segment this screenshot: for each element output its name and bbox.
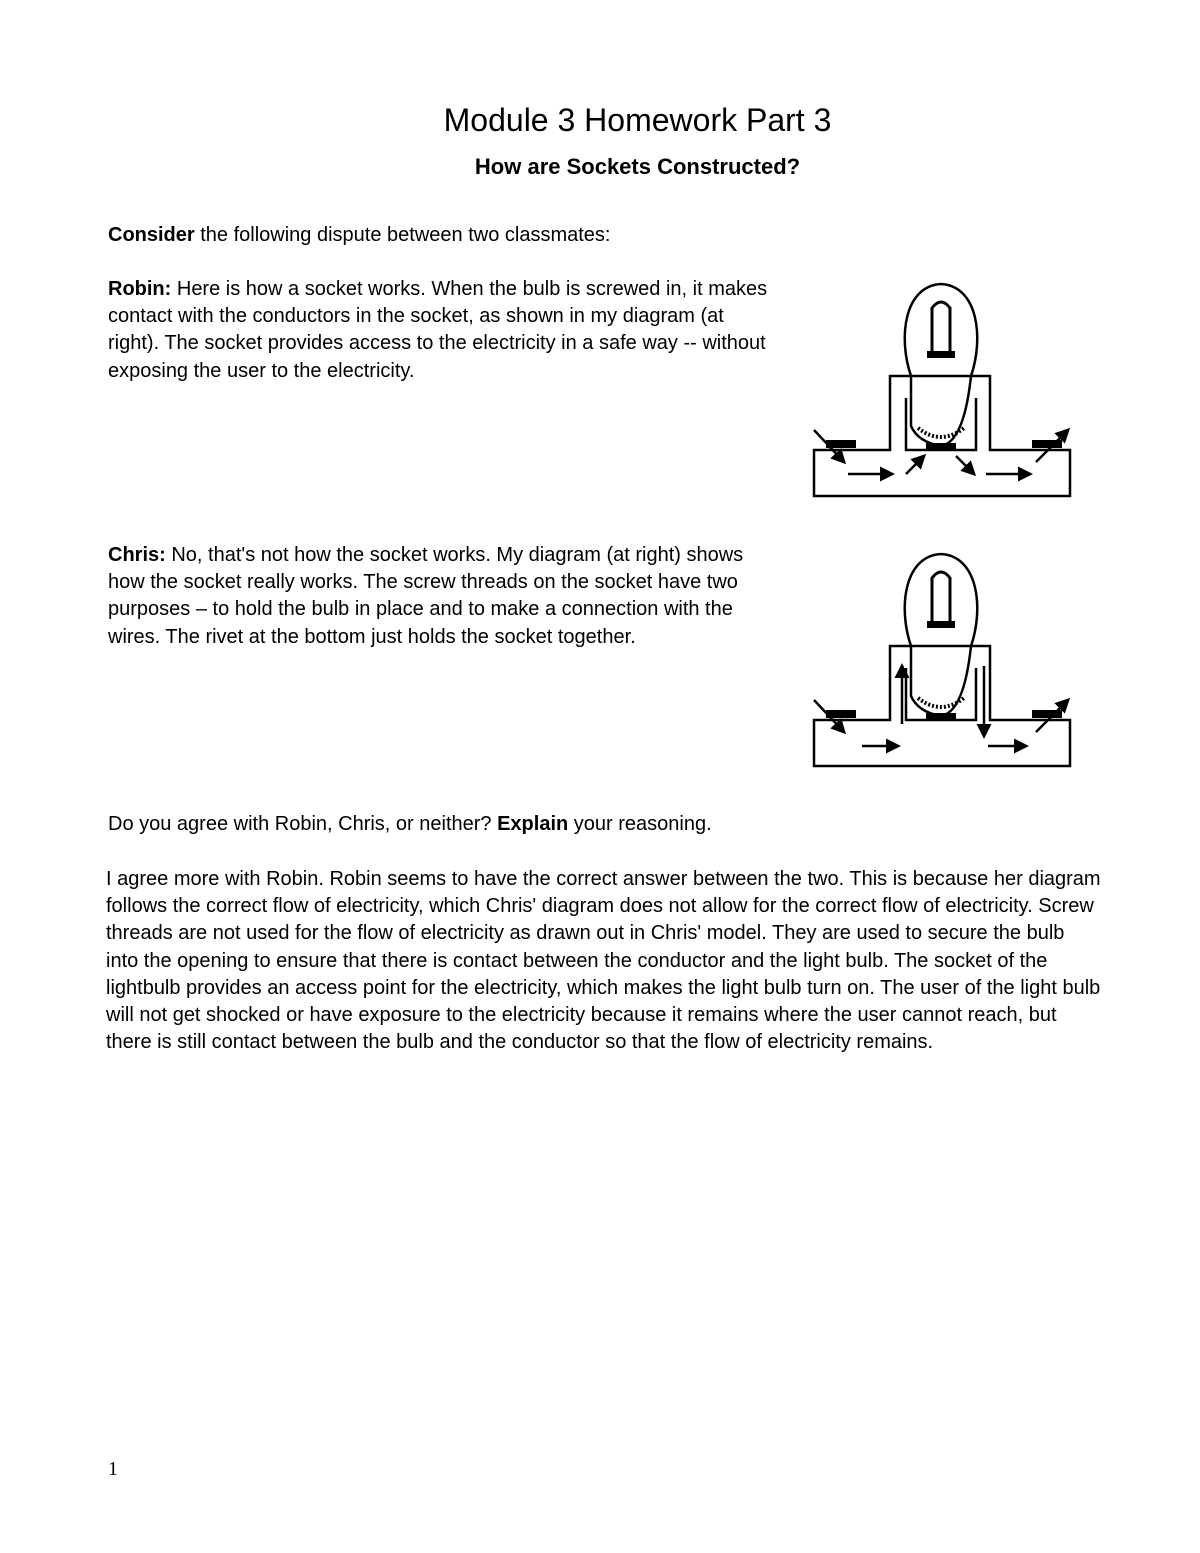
socket-diagram-chris (806, 548, 1076, 770)
consider-text: the following dispute between two classmates: (194, 224, 611, 246)
robin-text: Here is how a socket works. When the bulb is screwed in, it makes contact with the conductors in the socket, as shown in my diagram (at right). The socket provides access to the electricity in a safe way -- without exposing the user to the electricity. (108, 278, 768, 382)
answer-paragraph: I agree more with Robin. Robin seems to have the correct answer between the two. This is because her diagram follows the correct flow of electricity, which Chris' diagram does not allow for the correct flow of electricity. Screw threads are not used for the flow of electricity as drawn out in Chris' model. They are used to secure the bulb into the opening to ensure that there is contact between the conductor and the light bulb. The socket of the lightbulb provides an access point for the electricity, which makes the light bulb turn on. The user of the light bulb will not get shocked or have exposure to the electricity because it remains where the user cannot reach, but there is still contact between the bulb and the conductor so that the flow of electricity remains. (106, 868, 1101, 1054)
socket-diagram-robin (806, 278, 1076, 500)
question-text-before: Do you agree with Robin, Chris, or neither? (108, 813, 498, 835)
chris-label: Chris: (108, 544, 166, 566)
page-title: Module 3 Homework Part 3 (443, 102, 832, 138)
consider-paragraph (108, 222, 808, 249)
consider-label: Consider (108, 224, 195, 246)
page-subtitle: How are Sockets Constructed? (474, 154, 801, 179)
chris-text: No, that's not how the socket works. My diagram (at right) shows how the socket really works. The screw threads on the socket have two purposes – to hold the bulb in place and to make a connection with the wires. The rivet at the bottom just holds the socket together. (108, 544, 744, 648)
chris-paragraph (108, 542, 748, 651)
page-number: 1 (108, 1458, 118, 1480)
question-text-after: your reasoning. (568, 813, 712, 835)
robin-label: Robin: (108, 278, 172, 300)
robin-paragraph (108, 276, 768, 385)
question-explain: Explain (497, 813, 569, 835)
question-paragraph (108, 811, 1008, 838)
